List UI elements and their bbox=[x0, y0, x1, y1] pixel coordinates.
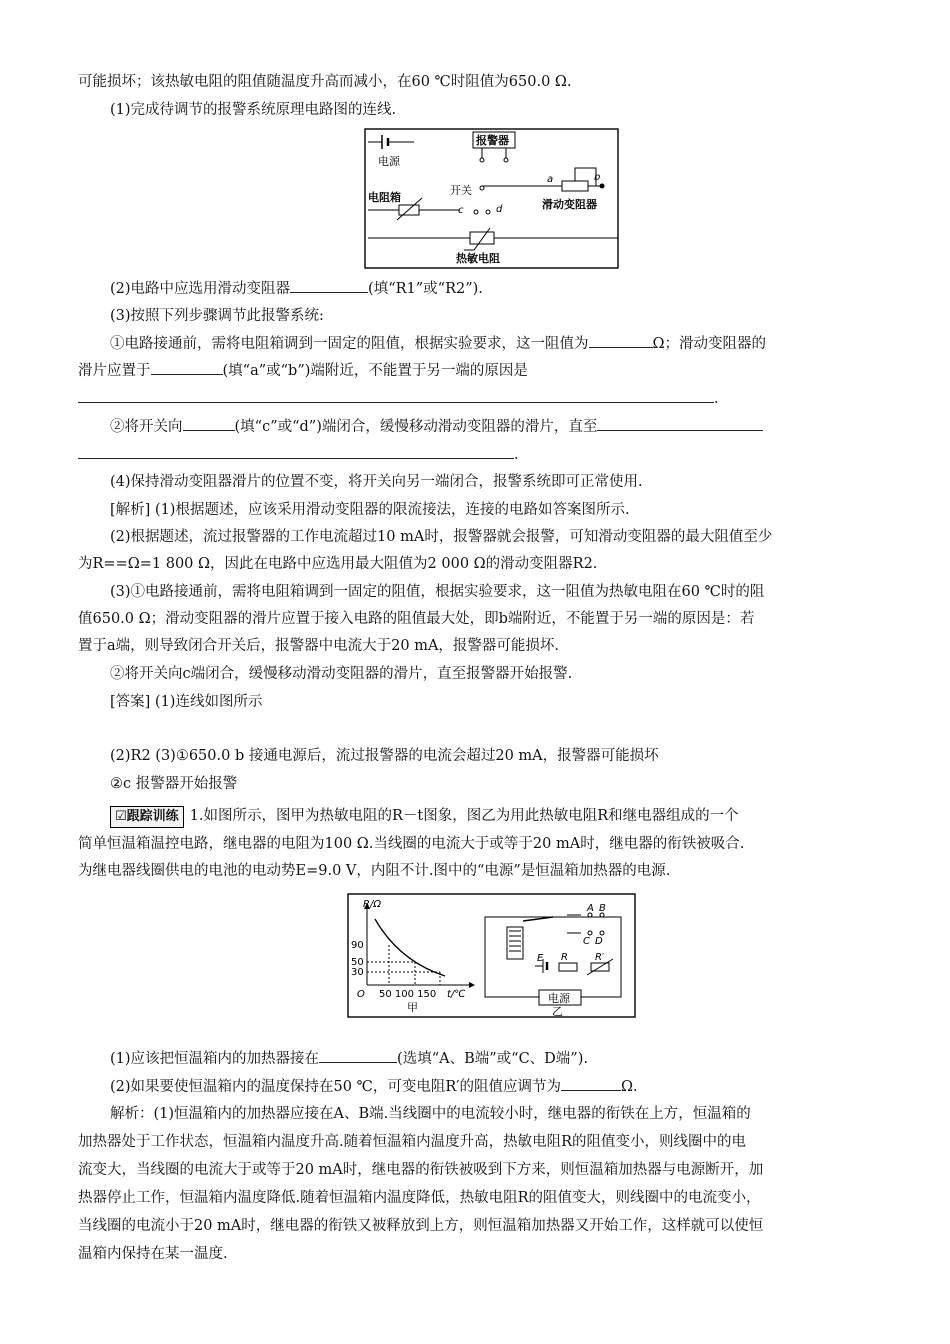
intro-text: 可能损坏；该热敏电阻的阻值随温度升高而减小，在60 ℃时阻值为650.0 Ω. bbox=[78, 74, 572, 90]
question-1: (1)完成待调节的报警系统原理电路图的连线. bbox=[110, 102, 397, 118]
switch-d-label: d bbox=[496, 204, 503, 215]
terminal-c: C bbox=[583, 936, 590, 947]
terminal-d: D bbox=[595, 936, 603, 947]
step-2-text: ②将开关向 bbox=[110, 419, 183, 435]
thermostat-figure bbox=[347, 893, 637, 1019]
heater-power-label: 电源 bbox=[548, 992, 570, 1005]
sub-question-2-unit: Ω. bbox=[621, 1079, 638, 1095]
sub-question-1-hint: (选填“A、B端”或“C、D端”). bbox=[397, 1051, 588, 1067]
graph-ytick-30: 30 bbox=[351, 967, 364, 978]
thermistor-r-label: R bbox=[561, 952, 568, 963]
graph-ylabel: R/Ω bbox=[363, 899, 381, 910]
caption-yi: 乙 bbox=[552, 1005, 563, 1018]
practice-1-line-2: 简单恒温箱温控电路，继电器的电阻为100 Ω.当线圈的电流大于或等于20 mA时，继电器的衔铁被吸合. bbox=[78, 836, 745, 852]
analysis-4: ②将开关向c端闭合，缓慢移动滑动变阻器的滑片，直至报警器开始报警. bbox=[110, 666, 573, 682]
practice-1-line-1 bbox=[110, 806, 876, 828]
alarm-label: 报警器 bbox=[476, 134, 509, 147]
analysis-2: (2)根据题述，流过报警器的工作电流超过10 mA时，报警器就会报警，可知滑动变阻器的最大阻值至少 bbox=[110, 529, 773, 545]
resistance-box-label: 电阻箱 bbox=[368, 191, 401, 204]
question-2 bbox=[110, 278, 876, 299]
answer-3: ②c 报警器开始报警 bbox=[110, 776, 238, 792]
terminal-a: A bbox=[587, 903, 594, 914]
caption-jia: 甲 bbox=[407, 1001, 418, 1014]
graph-xticks: 50 100 150 bbox=[379, 989, 437, 1000]
battery-e-label: E bbox=[537, 953, 544, 964]
analysis-3-cont: 值650.0 Ω；滑动变阻器的滑片应置于接入电路的阻值最大处，即b端附近，不能置于另一端的原因是：若 bbox=[78, 611, 755, 627]
answer-blank[interactable] bbox=[290, 278, 368, 293]
question-2-stem: (2)电路中应选用滑动变阻器 bbox=[110, 281, 291, 297]
answer-blank[interactable] bbox=[151, 360, 223, 375]
analysis-3: (3)①电路接通前，需将电阻箱调到一固定的阻值，根据实验要求，这一阻值为热敏电阻在60 ℃时的阻 bbox=[110, 584, 765, 600]
answer-blank[interactable] bbox=[78, 388, 714, 403]
graph-ytick-90: 90 bbox=[351, 940, 364, 951]
variable-r-label: R′ bbox=[595, 952, 605, 963]
answer-blank[interactable] bbox=[589, 333, 653, 348]
graph-origin: O bbox=[357, 989, 365, 1000]
graph-xlabel: t/℃ bbox=[447, 989, 466, 1000]
step-2-cont-text: (填“c”或“d”)端闭合，缓慢移动滑动变阻器的滑片，直至 bbox=[234, 419, 598, 435]
answer-1: [答案] (1)连线如图所示 bbox=[110, 694, 263, 710]
answer-2: (2)R2 (3)①650.0 b 接通电源后，流过报警器的电流会超过20 mA，报警器可能损坏 bbox=[110, 748, 659, 764]
question-3-step-1-cont bbox=[78, 360, 876, 381]
power-label: 电源 bbox=[378, 155, 400, 168]
sub-question-2 bbox=[110, 1076, 876, 1097]
switch-label: 开关 bbox=[450, 184, 472, 197]
rheostat-b-label: b bbox=[594, 172, 601, 183]
question-4: (4)保持滑动变阻器滑片的位置不变，将开关向另一端闭合，报警系统即可正常使用. bbox=[110, 474, 643, 490]
sub-question-2-stem: (2)如果要使恒温箱内的温度保持在50 ℃，可变电阻R′的阻值应调节为 bbox=[110, 1079, 562, 1095]
analysis-3-cont-2: 置于a端，则导致闭合开关后，报警器中电流大于20 mA，报警器可能损坏. bbox=[78, 638, 560, 654]
question-3-step-2 bbox=[110, 416, 876, 437]
solution-4: 热器停止工作，恒温箱内温度降低.随着恒温箱内温度降低，热敏电阻R的阻值变大，则线圈中的电流变小， bbox=[78, 1190, 761, 1206]
practice-badge bbox=[110, 806, 184, 828]
sub-question-1-stem: (1)应该把恒温箱内的加热器接在 bbox=[110, 1051, 320, 1067]
question-2-hint: (填“R1”或“R2”). bbox=[368, 281, 483, 297]
practice-badge-label: 跟踪训练 bbox=[126, 809, 179, 824]
solution-2: 加热器处于工作状态，恒温箱内温度升高.随着恒温箱内温度升高，热敏电阻R的阻值变小，则线圈中的电 bbox=[78, 1134, 747, 1150]
graph-ytick-50: 50 bbox=[351, 957, 364, 968]
practice-1-line-3: 为继电器线圈供电的电池的电动势E=9.0 V，内阻不计.图中的“电源”是恒温箱加热器的电源. bbox=[78, 863, 671, 879]
analysis-2-cont: 为R==Ω=1 800 Ω，因此在电路中应选用最大阻值为2 000 Ω的滑动变阻器R2. bbox=[78, 556, 598, 572]
answer-blank[interactable] bbox=[561, 1076, 621, 1091]
rheostat-label: 滑动变阻器 bbox=[542, 198, 597, 211]
step-2-blank-line: . bbox=[78, 444, 876, 465]
switch-c-label: c bbox=[458, 205, 464, 216]
reason-blank-line: . bbox=[78, 388, 876, 409]
step-1-cont-text: 滑片应置于 bbox=[78, 363, 151, 379]
rheostat-a-label: a bbox=[547, 174, 554, 185]
solution-6: 温箱内保持在某一温度. bbox=[78, 1246, 228, 1262]
terminal-b: B bbox=[599, 903, 606, 914]
answer-blank[interactable] bbox=[597, 416, 763, 431]
practice-1-text: 1.如图所示，图甲为热敏电阻的R－t图象，图乙为用此热敏电阻R和继电器组成的一个 bbox=[189, 808, 739, 824]
check-icon: ☑ bbox=[115, 809, 127, 824]
thermistor-label: 热敏电阻 bbox=[456, 252, 500, 265]
step-1-text: ①电路接通前，需将电阻箱调到一固定的阻值，根据实验要求，这一阻值为 bbox=[110, 336, 589, 352]
answer-blank[interactable] bbox=[78, 444, 514, 459]
solution-1: 解析：(1)恒温箱内的加热器应接在A、B端.当线圈中的电流较小时，继电器的衔铁在上方，恒温箱的 bbox=[110, 1106, 751, 1122]
sub-question-1 bbox=[110, 1048, 876, 1069]
alarm-circuit-diagram bbox=[364, 128, 620, 270]
question-3-step-1 bbox=[110, 333, 876, 354]
step-1-unit: Ω；滑动变阻器的 bbox=[652, 336, 767, 352]
solution-5: 当线圈的电流小于20 mA时，继电器的衔铁又被释放到上方，则恒温箱加热器又开始工作，这样就可以使恒 bbox=[78, 1218, 764, 1234]
answer-blank[interactable] bbox=[319, 1048, 397, 1063]
answer-blank[interactable] bbox=[183, 416, 235, 431]
solution-3: 流变大，当线圈的电流大于或等于20 mA时，继电器的衔铁被吸到下方来，则恒温箱加热器与电源断开，加 bbox=[78, 1162, 764, 1178]
step-1-reason-text: (填“a”或“b”)端附近，不能置于另一端的原因是 bbox=[222, 363, 528, 379]
question-3: (3)按照下列步骤调节此报警系统: bbox=[110, 308, 324, 324]
analysis-1: [解析] (1)根据题述，应该采用滑动变阻器的限流接法，连接的电路如答案图所示. bbox=[110, 502, 630, 518]
